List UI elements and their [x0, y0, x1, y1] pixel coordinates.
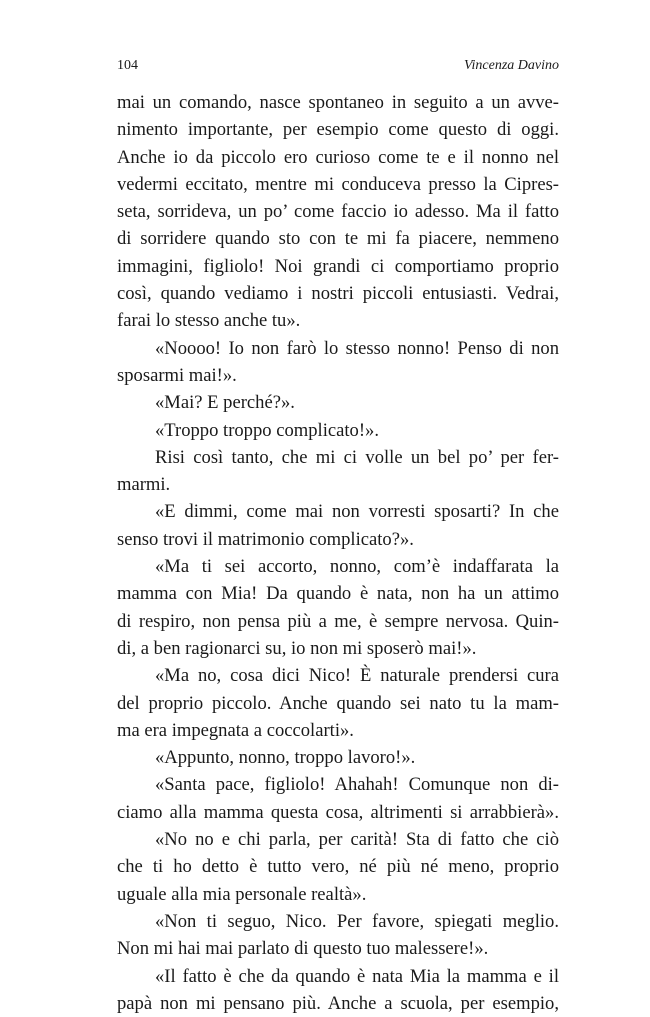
text-line: farai lo stesso anche tu». — [117, 310, 301, 332]
text-line: uguale alla mia personale realtà». — [117, 883, 367, 905]
text-line: «Santa pace, figliolo! Ahahah! Comunque non di- — [155, 774, 559, 796]
text-line: di, a ben ragionarci su, io non mi sposerò mai!». — [117, 637, 477, 659]
text-line: che ti ho detto è tutto vero, né più né meno, proprio — [117, 856, 559, 878]
text-line: «Noooo! Io non farò lo stesso nonno! Penso di non — [155, 337, 559, 359]
text-line: Risi così tanto, che mi ci volle un bel po’ per fer- — [155, 446, 559, 468]
body-text — [117, 89, 559, 1017]
text-line: mamma con Mia! Da quando è nata, non ha un attimo — [117, 583, 559, 605]
text-line: del proprio piccolo. Anche quando sei nato tu la mam- — [117, 692, 559, 714]
text-line: papà non mi pensano più. Anche a scuola, per esempio, — [117, 992, 559, 1014]
text-line: Anche io da piccolo ero curioso come te e il nonno nel — [117, 146, 559, 168]
text-line: «Appunto, nonno, troppo lavoro!». — [155, 747, 416, 769]
text-line: così, quando vediamo i nostri piccoli entusiasti. Vedrai, — [117, 283, 559, 305]
text-line: sposarmi mai!». — [117, 364, 237, 386]
text-line: «Il fatto è che da quando è nata Mia la mamma e il — [155, 965, 559, 987]
text-line: senso trovi il matrimonio complicato?». — [117, 528, 414, 550]
page-header — [117, 56, 559, 76]
text-line: di sorridere quando sto con te mi fa piacere, nemmeno — [117, 228, 559, 250]
text-line: di respiro, non pensa più a me, è sempre nervosa. Quin- — [117, 610, 559, 632]
text-line: ma era impegnata a coccolarti». — [117, 719, 354, 741]
text-line: «Ma no, cosa dici Nico! È naturale prendersi cura — [155, 665, 559, 687]
text-line: nimento importante, per esempio come questo di oggi. — [117, 119, 559, 141]
text-line: «E dimmi, come mai non vorresti sposarti? In che — [155, 501, 559, 523]
text-line: «Ma ti sei accorto, nonno, com’è indaffarata la — [155, 556, 559, 578]
text-line: ciamo alla mamma questa cosa, altrimenti si arrabbierà». — [117, 801, 559, 823]
text-line: immagini, figliolo! Noi grandi ci comportiamo proprio — [117, 255, 559, 277]
text-line: Non mi hai mai parlato di questo tuo malessere!». — [117, 938, 489, 960]
text-line: «No no e chi parla, per carità! Sta di fatto che ciò — [155, 829, 559, 851]
text-line: marmi. — [117, 474, 171, 496]
text-line: seta, sorrideva, un po’ come faccio io adesso. Ma il fatto — [117, 201, 559, 223]
text-line: mai un comando, nasce spontaneo in seguito a un avve- — [117, 92, 559, 113]
text-line: «Non ti seguo, Nico. Per favore, spiegati meglio. — [155, 910, 559, 932]
text-line: «Mai? E perché?». — [155, 392, 295, 414]
text-line: «Troppo troppo complicato!». — [155, 419, 379, 441]
text-line: vedermi eccitato, mentre mi conduceva presso la Cipres- — [117, 173, 559, 195]
page-number: 104 — [117, 58, 138, 73]
running-head-author: Vincenza Davino — [464, 58, 559, 73]
